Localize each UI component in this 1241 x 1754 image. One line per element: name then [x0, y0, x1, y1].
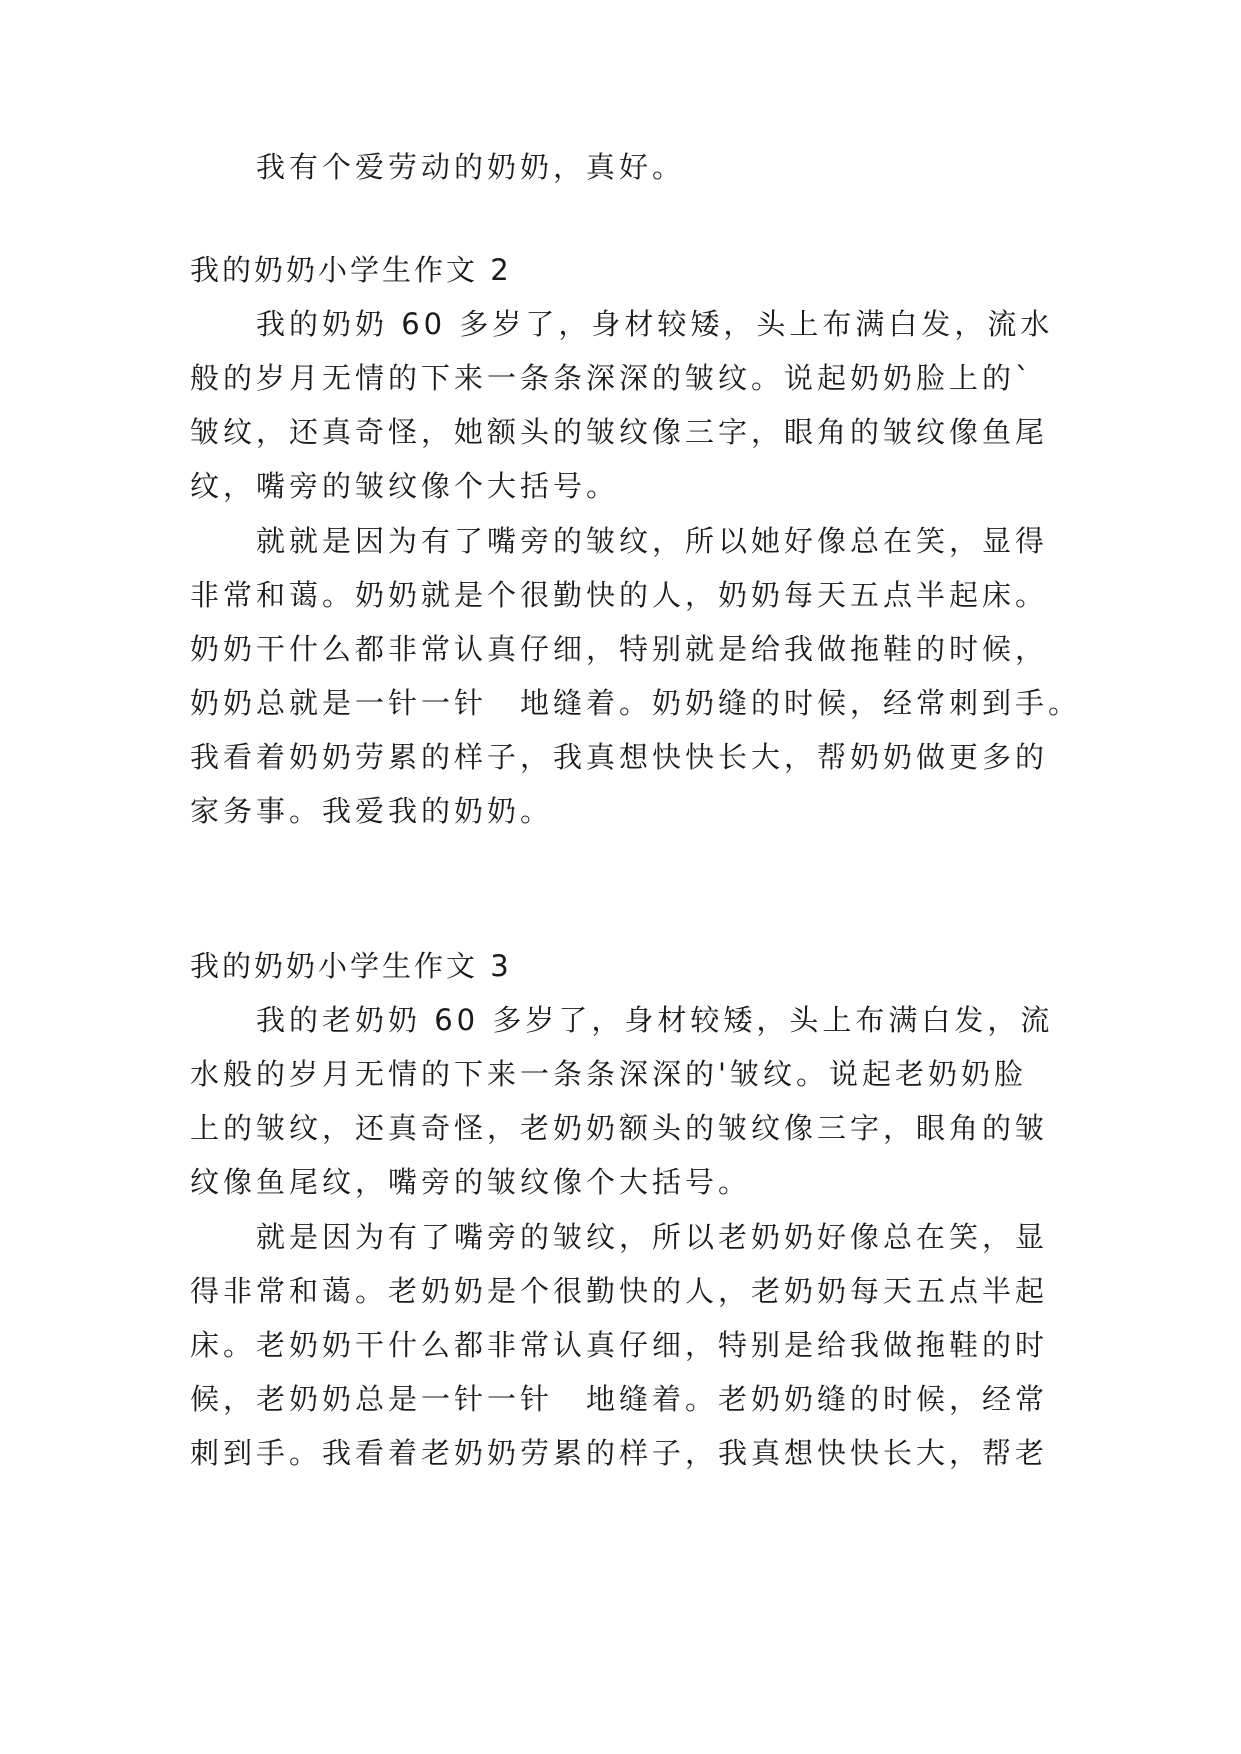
- essay3-p2-line5: 刺到手。我看着老奶奶劳累的样子，我真想快快长大，帮老: [190, 1436, 1049, 1470]
- essay3-p2-line1: 就是因为有了嘴旁的皱纹，所以老奶奶好像总在笑，显: [256, 1220, 1049, 1254]
- essay2-heading: 我的奶奶小学生作文 2: [190, 253, 512, 287]
- essay2-p2-line5: 我看着奶奶劳累的样子，我真想快快长大，帮奶奶做更多的: [190, 740, 1049, 774]
- essay3-p1-line4: 纹像鱼尾纹，嘴旁的皱纹像个大括号。: [190, 1165, 752, 1199]
- essay2-p2-line2: 非常和蔼。奶奶就是个很勤快的人，奶奶每天五点半起床。: [190, 578, 1049, 612]
- essay2-p2-line4: 奶奶总就是一针一针 地缝着。奶奶缝的时候，经常刺到手。: [190, 686, 1082, 720]
- essay2-p1-line2: 般的岁月无情的下来一条条深深的皱纹。说起奶奶脸上的`: [190, 361, 1034, 395]
- essay3-p2-line3: 床。老奶奶干什么都非常认真仔细，特别是给我做拖鞋的时: [190, 1328, 1049, 1362]
- essay3-p1-line1: 我的老奶奶 60 多岁了，身材较矮，头上布满白发，流: [256, 1003, 1054, 1037]
- essay3-p2-line4: 候，老奶奶总是一针一针 地缝着。老奶奶缝的时候，经常: [190, 1382, 1049, 1416]
- essay3-p2-line2: 得非常和蔼。老奶奶是个很勤快的人，老奶奶每天五点半起: [190, 1274, 1049, 1308]
- closing-line: 我有个爱劳动的奶奶，真好。: [256, 150, 686, 184]
- essay2-p2-line6: 家务事。我爱我的奶奶。: [190, 794, 554, 828]
- essay3-p1-line3: 上的皱纹，还真奇怪，老奶奶额头的皱纹像三字，眼角的皱: [190, 1111, 1049, 1145]
- essay2-p1-line1: 我的奶奶 60 多岁了，身材较矮，头上布满白发，流水: [256, 307, 1054, 341]
- essay3-heading: 我的奶奶小学生作文 3: [190, 949, 512, 983]
- essay2-p2-line3: 奶奶干什么都非常认真仔细，特别就是给我做拖鞋的时候，: [190, 632, 1049, 666]
- essay2-p1-line3: 皱纹，还真奇怪，她额头的皱纹像三字，眼角的皱纹像鱼尾: [190, 415, 1049, 449]
- essay2-p1-line4: 纹，嘴旁的皱纹像个大括号。: [190, 469, 620, 503]
- essay3-p1-line2: 水般的岁月无情的下来一条条深深的'皱纹。说起老奶奶脸: [190, 1057, 1027, 1091]
- essay2-p2-line1: 就就是因为有了嘴旁的皱纹，所以她好像总在笑，显得: [256, 524, 1049, 558]
